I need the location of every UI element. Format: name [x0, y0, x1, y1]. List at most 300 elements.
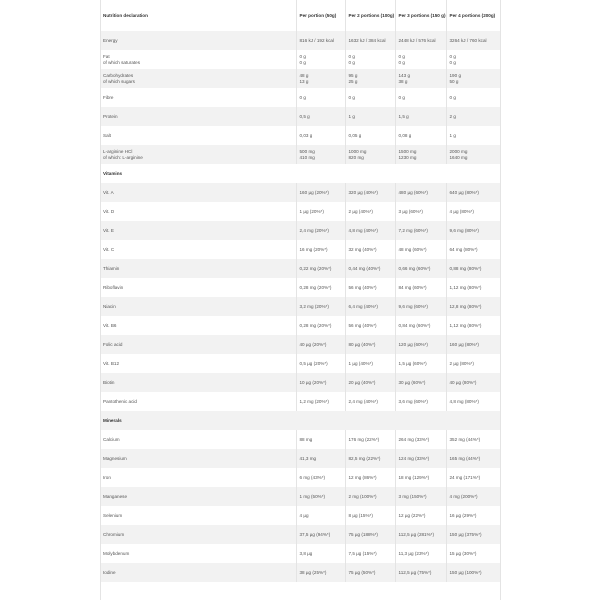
value-cell-v4 [446, 240, 501, 259]
nutrient-value: 0 g [299, 53, 306, 59]
nutrient-name-cell [100, 202, 296, 221]
table-row [100, 221, 501, 240]
nutrient-label: Calcium [103, 436, 120, 442]
table-row [100, 50, 501, 69]
nutrient-value: 0 g [299, 94, 306, 100]
table-row [100, 316, 501, 335]
nutrient-value: 0 g [348, 94, 355, 100]
value-cell-v3 [395, 544, 446, 563]
section-empty-cell [345, 411, 395, 430]
value-cell-v2 [345, 221, 395, 240]
nutrient-value: 165 mg (44%*) [449, 455, 481, 461]
nutrient-label: Pantothenic acid [103, 398, 137, 404]
nutrient-value: 32 mg (40%*) [348, 246, 377, 252]
value-cell-v2 [345, 278, 395, 297]
nutrient-name-cell [100, 354, 296, 373]
nutrient-name-cell [100, 259, 296, 278]
nutrient-value: 1 mg (50%*) [299, 493, 326, 499]
nutrient-value: 0 g [348, 59, 355, 65]
nutrient-value: 0,44 mg (40%*) [348, 265, 381, 271]
value-cell-v1 [296, 278, 345, 297]
nutrient-value: 41,3 mg [299, 455, 317, 461]
nutrient-label: Folic acid [103, 341, 123, 347]
nutrient-value: 75 µg (188%*) [348, 531, 378, 537]
nutrient-name-cell [100, 221, 296, 240]
table-row [100, 69, 501, 88]
value-cell-v3 [395, 278, 446, 297]
value-cell-v4 [446, 392, 501, 411]
value-cell-v4 [446, 31, 501, 50]
nutrient-value: 1632 kJ / 384 kcal [348, 37, 386, 43]
value-cell-v4 [446, 449, 501, 468]
nutrient-value: 48 mg (60%*) [398, 246, 427, 252]
nutrient-value: 480 µg (60%*) [398, 189, 428, 195]
value-cell-v4 [446, 259, 501, 278]
nutrient-value: 3,6 mg (60%*) [398, 398, 428, 404]
nutrient-name-cell [100, 525, 296, 544]
nutrient-value: 9,6 mg (60%*) [398, 303, 428, 309]
nutrient-value: 12 mg (86%*) [348, 474, 377, 480]
nutrient-value: 1 µg (20%*) [299, 208, 324, 214]
value-cell-v4 [446, 563, 501, 582]
value-cell-v1 [296, 297, 345, 316]
value-cell-v2 [345, 487, 395, 506]
value-cell-v1 [296, 373, 345, 392]
nutrient-value: 7,5 µg (15%*) [348, 550, 377, 556]
nutrient-value: 3 mg (150%*) [398, 493, 427, 499]
value-cell-v1 [296, 259, 345, 278]
nutrient-value: 0 g [398, 59, 405, 65]
nutrient-value: 3,8 µg [299, 550, 313, 556]
nutrient-name-cell [100, 449, 296, 468]
nutrient-label: L-arginine HCl [103, 148, 133, 154]
value-cell-v1 [296, 240, 345, 259]
nutrient-value: 0,28 mg (20%*) [299, 322, 332, 328]
nutrient-name-cell [100, 335, 296, 354]
section-heading: Minerals [103, 417, 122, 423]
value-cell-v2 [345, 202, 395, 221]
value-cell-v4 [446, 145, 501, 164]
nutrient-value: 160 µg (80%*) [449, 341, 479, 347]
nutrient-label: Thiamin [103, 265, 120, 271]
nutrient-value: 0,28 mg (20%*) [299, 284, 332, 290]
value-cell-v4 [446, 468, 501, 487]
nutrient-value: 25 g [348, 78, 358, 84]
table-row [100, 297, 501, 316]
nutrient-value: 1,2 mg (20%*) [299, 398, 329, 404]
nutrient-value: 0 g [449, 94, 456, 100]
table-row [100, 487, 501, 506]
nutrient-value: 88 mg [299, 436, 313, 442]
value-cell-v3 [395, 525, 446, 544]
value-cell-v2 [345, 506, 395, 525]
value-cell-v1 [296, 183, 345, 202]
table-row [100, 373, 501, 392]
value-cell-v4 [446, 373, 501, 392]
table-row [100, 88, 501, 107]
value-cell-v3 [395, 240, 446, 259]
value-cell-v3 [395, 373, 446, 392]
nutrient-value: 640 µg (80%*) [449, 189, 479, 195]
nutrient-value: 2 mg (100%*) [348, 493, 377, 499]
table-row [100, 107, 501, 126]
value-cell-v4 [446, 506, 501, 525]
header-per-portion: Per portion (50g) [296, 0, 345, 31]
value-cell-v1 [296, 392, 345, 411]
section-empty-cell [345, 164, 395, 183]
nutrient-name-cell [100, 563, 296, 582]
value-cell-v3 [395, 259, 446, 278]
nutrient-value: 40 µg (80%*) [449, 379, 477, 385]
nutrient-value: 320 µg (40%*) [348, 189, 378, 195]
value-cell-v4 [446, 354, 501, 373]
nutrient-value: 15 µg (30%*) [449, 550, 477, 556]
table-row [100, 145, 501, 164]
value-cell-v1 [296, 525, 345, 544]
value-cell-v2 [345, 335, 395, 354]
nutrient-value: 16 µg (29%*) [449, 512, 477, 518]
value-cell-v3 [395, 69, 446, 88]
value-cell-v3 [395, 487, 446, 506]
nutrient-name-cell [100, 392, 296, 411]
value-cell-v2 [345, 373, 395, 392]
value-cell-v2 [345, 525, 395, 544]
value-cell-v4 [446, 430, 501, 449]
header-per-3-portions: Per 3 portions (150 g) [395, 0, 446, 31]
value-cell-v3 [395, 335, 446, 354]
nutrient-value: 3264 kJ / 760 kcal [449, 37, 487, 43]
nutrient-name-cell [100, 126, 296, 145]
header-per-2-portions: Per 2 portions (100g) [345, 0, 395, 31]
table-row [100, 354, 501, 373]
nutrient-name-cell [100, 88, 296, 107]
table-row [100, 126, 501, 145]
value-cell-v2 [345, 183, 395, 202]
section-empty-cell [395, 411, 446, 430]
nutrient-value: 1,5 µg (60%*) [398, 360, 427, 366]
value-cell-v3 [395, 354, 446, 373]
nutrient-value: 56 mg (40%*) [348, 284, 377, 290]
nutrient-value: 0,22 mg (20%*) [299, 265, 332, 271]
nutrient-value: 143 g [398, 72, 410, 78]
nutrient-value: 1500 mg [398, 148, 417, 154]
nutrient-value: 2448 kJ / 576 kcal [398, 37, 436, 43]
value-cell-v4 [446, 544, 501, 563]
nutrient-value: 1000 mg [348, 148, 367, 154]
value-cell-v4 [446, 50, 501, 69]
nutrient-label: Vit. E [103, 227, 114, 233]
nutrient-label: Magnesium [103, 455, 127, 461]
nutrient-value: 410 mg [299, 154, 315, 160]
nutrient-value: 3 µg (60%*) [398, 208, 423, 214]
value-cell-v2 [345, 316, 395, 335]
nutrient-label: Vit. A [103, 189, 114, 195]
value-cell-v1 [296, 107, 345, 126]
value-cell-v4 [446, 183, 501, 202]
nutrient-value: 9,6 mg (80%*) [449, 227, 479, 233]
table-row [100, 506, 501, 525]
nutrient-value: 1 g [348, 113, 355, 119]
table-row [100, 278, 501, 297]
nutrient-value: 112,5 µg (75%*) [398, 569, 432, 575]
nutrient-value: 48 g [299, 72, 309, 78]
nutrient-name-cell [100, 487, 296, 506]
nutrient-value: 12,8 mg (80%*) [449, 303, 482, 309]
nutrient-name-cell [100, 278, 296, 297]
nutrient-label: of which: L-arginine [103, 154, 143, 160]
table-body [100, 31, 501, 582]
value-cell-v1 [296, 563, 345, 582]
table-row [100, 31, 501, 50]
value-cell-v1 [296, 145, 345, 164]
nutrient-label: Selenium [103, 512, 123, 518]
nutrient-value: 352 mg (44%*) [449, 436, 481, 442]
value-cell-v2 [345, 449, 395, 468]
nutrient-name-cell [100, 430, 296, 449]
nutrient-value: 11,3 µg (23%*) [398, 550, 429, 556]
nutrient-label: Salt [103, 132, 111, 138]
nutrient-value: 38 g [398, 78, 408, 84]
nutrient-label: Energy [103, 37, 118, 43]
nutrient-label: Vit. B12 [103, 360, 120, 366]
nutrient-value: 2,4 mg (40%*) [348, 398, 378, 404]
nutrient-value: 112,5 µg (281%*) [398, 531, 435, 537]
table-header-row [100, 0, 501, 31]
nutrient-label: Iodine [103, 569, 116, 575]
value-cell-v1 [296, 88, 345, 107]
nutrient-name-cell [100, 544, 296, 563]
value-cell-v4 [446, 316, 501, 335]
nutrient-label: Vit. D [103, 208, 115, 214]
value-cell-v2 [345, 544, 395, 563]
nutrient-name-cell [100, 69, 296, 88]
table-row [100, 335, 501, 354]
value-cell-v4 [446, 278, 501, 297]
nutrient-label: of which saturates [103, 59, 141, 65]
nutrient-value: 75 µg (50%*) [348, 569, 376, 575]
table-row [100, 430, 501, 449]
section-empty-cell [446, 164, 501, 183]
nutrient-value: 1 µg (40%*) [348, 360, 373, 366]
nutrient-name-cell [100, 297, 296, 316]
value-cell-v1 [296, 449, 345, 468]
nutrient-value: 0,66 mg (60%*) [398, 265, 431, 271]
value-cell-v3 [395, 126, 446, 145]
nutrient-value: 2 µg (80%*) [449, 360, 474, 366]
nutrient-value: 1 g [449, 132, 456, 138]
nutrient-name-cell [100, 107, 296, 126]
value-cell-v1 [296, 50, 345, 69]
nutrient-value: 2 g [449, 113, 456, 119]
value-cell-v3 [395, 316, 446, 335]
value-cell-v4 [446, 88, 501, 107]
section-row [100, 164, 501, 183]
nutrient-value: 1,12 mg (80%*) [449, 284, 482, 290]
nutrient-label: Vit. B6 [103, 322, 117, 328]
nutrient-value: 50 g [449, 78, 459, 84]
value-cell-v3 [395, 468, 446, 487]
table-row [100, 468, 501, 487]
value-cell-v2 [345, 31, 395, 50]
value-cell-v1 [296, 468, 345, 487]
table-row [100, 525, 501, 544]
nutrient-value: 150 µg (375%*) [449, 531, 482, 537]
nutrient-value: 0 g [348, 53, 355, 59]
nutrient-value: 150 µg (100%*) [449, 569, 482, 575]
nutrition-table-container [100, 0, 501, 582]
header-nutrition-declaration: Nutrition declaration [100, 0, 296, 31]
value-cell-v3 [395, 145, 446, 164]
nutrient-value: 38 µg (25%*) [299, 569, 327, 575]
nutrient-label: Manganese [103, 493, 128, 499]
nutrient-value: 64 mg (80%*) [449, 246, 478, 252]
nutrient-value: 0 g [449, 59, 456, 65]
nutrient-name-cell [100, 373, 296, 392]
nutrient-label: Niacin [103, 303, 116, 309]
nutrient-label: Biotin [103, 379, 115, 385]
section-row [100, 411, 501, 430]
nutrient-value: 2 µg (40%*) [348, 208, 373, 214]
nutrient-value: 0,05 g [348, 132, 362, 138]
nutrient-value: 6 mg (43%*) [299, 474, 326, 480]
value-cell-v3 [395, 221, 446, 240]
nutrient-value: 10 µg (20%*) [299, 379, 327, 385]
value-cell-v3 [395, 449, 446, 468]
value-cell-v1 [296, 221, 345, 240]
value-cell-v4 [446, 335, 501, 354]
value-cell-v1 [296, 354, 345, 373]
nutrient-value: 0,88 mg (80%*) [449, 265, 482, 271]
nutrient-value: 4 µg [299, 512, 309, 518]
value-cell-v2 [345, 240, 395, 259]
value-cell-v1 [296, 126, 345, 145]
nutrient-value: 0 g [449, 53, 456, 59]
value-cell-v2 [345, 259, 395, 278]
nutrient-label: Vit. C [103, 246, 115, 252]
nutrient-label: Carbohydrates [103, 72, 134, 78]
value-cell-v3 [395, 88, 446, 107]
nutrient-name-cell [100, 468, 296, 487]
nutrient-value: 37,5 µg (94%*) [299, 531, 331, 537]
value-cell-v2 [345, 126, 395, 145]
nutrient-value: 1,12 mg (80%*) [449, 322, 482, 328]
value-cell-v1 [296, 69, 345, 88]
value-cell-v3 [395, 202, 446, 221]
value-cell-v2 [345, 430, 395, 449]
nutrient-value: 84 mg (60%*) [398, 284, 427, 290]
nutrient-value: 0,03 g [299, 132, 313, 138]
table-row [100, 449, 501, 468]
nutrient-value: 82,5 mg (22%*) [348, 455, 381, 461]
nutrient-value: 12 µg (22%*) [398, 512, 426, 518]
value-cell-v4 [446, 69, 501, 88]
nutrient-value: 816 kJ / 192 kcal [299, 37, 334, 43]
value-cell-v2 [345, 145, 395, 164]
table-row [100, 563, 501, 582]
nutrient-value: 95 g [348, 72, 358, 78]
nutrient-value: 1230 mg [398, 154, 417, 160]
nutrient-value: 1640 mg [449, 154, 468, 160]
value-cell-v2 [345, 468, 395, 487]
value-cell-v1 [296, 335, 345, 354]
nutrient-value: 24 mg (171%*) [449, 474, 481, 480]
nutrient-name-cell [100, 240, 296, 259]
nutrient-value: 160 µg (20%*) [299, 189, 329, 195]
nutrient-name-cell [100, 145, 296, 164]
nutrient-value: 2000 mg [449, 148, 468, 154]
table-row [100, 544, 501, 563]
value-cell-v1 [296, 430, 345, 449]
nutrient-value: 4,8 mg (80%*) [449, 398, 479, 404]
value-cell-v4 [446, 107, 501, 126]
value-cell-v1 [296, 544, 345, 563]
nutrient-value: 190 g [449, 72, 461, 78]
value-cell-v2 [345, 563, 395, 582]
value-cell-v2 [345, 297, 395, 316]
table-row [100, 392, 501, 411]
nutrient-value: 176 mg (22%*) [348, 436, 380, 442]
value-cell-v4 [446, 202, 501, 221]
value-cell-v2 [345, 392, 395, 411]
table-row [100, 183, 501, 202]
value-cell-v3 [395, 430, 446, 449]
nutrient-label: Iron [103, 474, 111, 480]
value-cell-v3 [395, 183, 446, 202]
value-cell-v4 [446, 525, 501, 544]
value-cell-v2 [345, 107, 395, 126]
nutrient-value: 0 g [398, 94, 405, 100]
nutrient-name-cell [100, 50, 296, 69]
value-cell-v3 [395, 506, 446, 525]
nutrient-value: 820 mg [348, 154, 364, 160]
value-cell-v3 [395, 392, 446, 411]
nutrient-value: 0,84 mg (60%*) [398, 322, 431, 328]
value-cell-v1 [296, 506, 345, 525]
section-empty-cell [395, 164, 446, 183]
table-row [100, 240, 501, 259]
nutrient-label: Protein [103, 113, 118, 119]
nutrient-value: 264 mg (33%*) [398, 436, 430, 442]
value-cell-v3 [395, 50, 446, 69]
nutrient-value: 4 mg (200%*) [449, 493, 478, 499]
table-row [100, 202, 501, 221]
nutrient-value: 6,4 mg (40%*) [348, 303, 378, 309]
value-cell-v4 [446, 487, 501, 506]
value-cell-v1 [296, 202, 345, 221]
nutrient-value: 4 µg (80%*) [449, 208, 474, 214]
nutrient-name-cell [100, 31, 296, 50]
value-cell-v2 [345, 50, 395, 69]
section-empty-cell [296, 164, 345, 183]
nutrient-value: 0,5 µg (20%*) [299, 360, 328, 366]
nutrient-value: 16 mg (20%*) [299, 246, 328, 252]
value-cell-v4 [446, 297, 501, 316]
section-heading: Vitamins [103, 170, 123, 176]
nutrient-value: 0 g [299, 59, 306, 65]
value-cell-v2 [345, 88, 395, 107]
section-empty-cell [296, 411, 345, 430]
nutrient-label: Riboflavin [103, 284, 124, 290]
nutrient-value: 4,8 mg (40%*) [348, 227, 378, 233]
value-cell-v1 [296, 487, 345, 506]
nutrient-label: Fat [103, 53, 110, 59]
value-cell-v3 [395, 563, 446, 582]
nutrient-value: 500 mg [299, 148, 315, 154]
nutrient-label: Fibre [103, 94, 114, 100]
value-cell-v1 [296, 316, 345, 335]
value-cell-v3 [395, 31, 446, 50]
nutrient-value: 18 mg (129%*) [398, 474, 430, 480]
